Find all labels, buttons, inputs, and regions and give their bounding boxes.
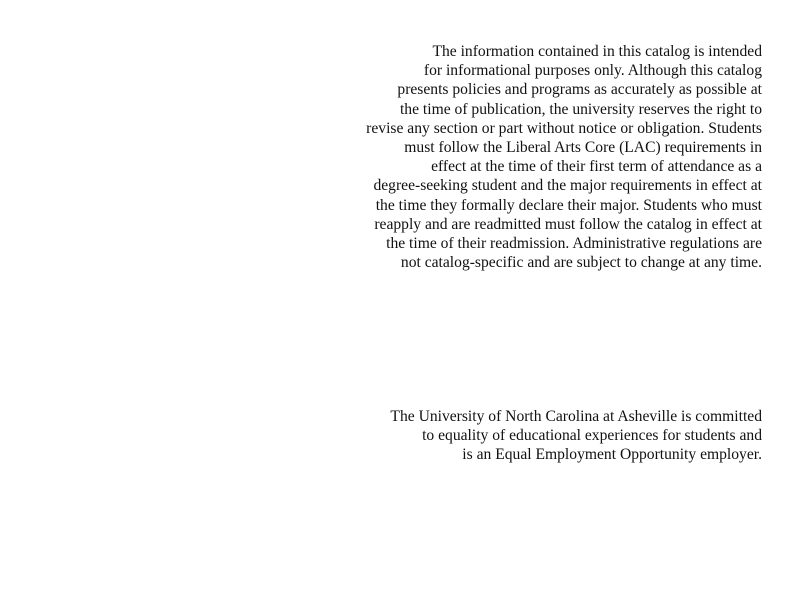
disclaimer-line: the time they formally declare their major. Students who must (375, 196, 762, 214)
disclaimer-line: effect at the time of their first term of attendance as a (431, 158, 762, 176)
disclaimer-line: must follow the Liberal Arts Core (LAC) requirements in (404, 139, 762, 157)
statement-line: is an Equal Employment Opportunity employer. (462, 446, 762, 464)
disclaimer-line: the time of publication, the university reserves the right to (399, 100, 762, 118)
disclaimer-line: the time of their readmission. Administrative regulations are (386, 235, 762, 253)
statement-line: The University of North Carolina at Asheville is committed (390, 408, 762, 425)
equal-opportunity-statement (390, 407, 762, 465)
disclaimer-line: revise any section or part without notice or obligation. Students (366, 119, 762, 137)
disclaimer-line: The information contained in this catalog is intended (432, 43, 762, 60)
disclaimer-line: reapply and are readmitted must follow the catalog in effect at (374, 215, 762, 233)
disclaimer-line: presents policies and programs as accurately as possible at (397, 81, 762, 99)
disclaimer-line: not catalog-specific and are subject to change at any time. (400, 254, 762, 272)
disclaimer-line: degree-seeking student and the major requirements in effect at (373, 177, 762, 195)
statement-line: to equality of educational experiences for students and (422, 427, 762, 445)
disclaimer-line: for informational purposes only. Although this catalog (423, 62, 762, 80)
catalog-disclaimer-paragraph (366, 42, 762, 272)
